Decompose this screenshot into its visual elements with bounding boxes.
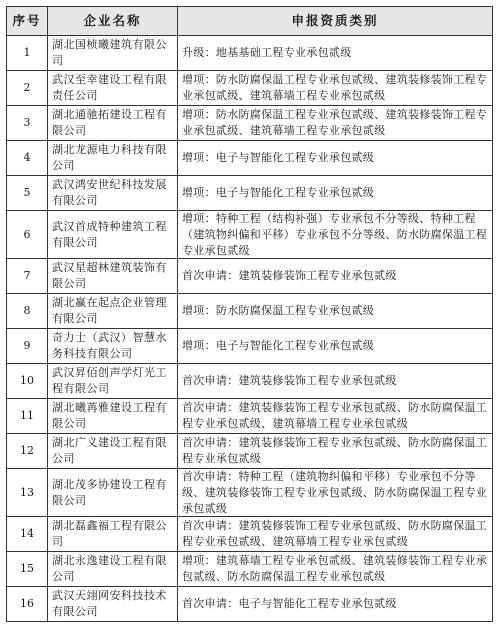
row-company: 奇力士（武汉）智慧水务科技有限公司 — [48, 329, 178, 363]
row-no: 15 — [7, 552, 48, 586]
qualification-table — [6, 6, 493, 622]
row-category: 增项：防水防腐保温工程专业承包贰级 — [182, 304, 375, 317]
row-company: 湖北通驰拓建设工程有限公司 — [48, 106, 178, 140]
row-no: 1 — [7, 36, 48, 70]
table-row — [6, 141, 493, 176]
row-company: 武汉天翊网安科技技术有限公司 — [48, 587, 178, 621]
row-category: 首次申请：特种工程（建筑物纠偏和平移）专业承包不分等级、建筑装修装饰工程专业承包贰级、防水防腐保温工程专业承包贰级 — [182, 469, 488, 515]
table-row — [6, 36, 493, 71]
table-row — [6, 469, 493, 517]
table-row — [6, 71, 493, 106]
table-row — [6, 517, 493, 552]
row-company: 湖北茂多协建设工程有限公司 — [48, 469, 178, 516]
row-category: 增项：电子与智能化工程专业承包贰级 — [182, 339, 375, 352]
table-row — [6, 294, 493, 329]
row-company: 湖北永逸建设工程有限公司 — [48, 552, 178, 586]
table-row — [6, 552, 493, 587]
row-no: 2 — [7, 71, 48, 105]
row-category: 首次申请：建筑装修装饰工程专业承包贰级、防水防腐保温工程专业承包贰级、建筑幕墙工程专业承包贰级 — [182, 401, 488, 430]
row-category: 增项：建筑幕墙工程专业承包贰级、建筑装修装饰工程专业承包贰级、防水防腐保温工程专业承包贰级 — [182, 554, 488, 583]
row-category: 增项：特种工程（结构补强）专业承包不分等级、特种工程（建筑物纠偏和平移）专业承包不分等级、防水防腐保温工程专业承包贰级 — [182, 211, 488, 257]
row-company: 湖北曦苒雅建设工程有限公司 — [48, 399, 178, 433]
row-no: 10 — [7, 364, 48, 398]
row-no: 13 — [7, 469, 48, 516]
table-row — [6, 364, 493, 399]
row-company: 湖北国桢曦建筑有限公司 — [48, 36, 178, 70]
row-no: 16 — [7, 587, 48, 621]
row-category: 增项：电子与智能化工程专业承包贰级 — [182, 151, 375, 164]
header-category: 申报资质类别 — [291, 13, 379, 28]
row-company: 湖北赢在起点企业管理有限公司 — [48, 294, 178, 328]
row-company: 武汉鸿安世纪科技发展有限公司 — [48, 176, 178, 210]
row-company: 湖北磊鑫福工程有限公司 — [48, 517, 178, 551]
row-company: 武汉星超林建筑装饰有限公司 — [48, 259, 178, 293]
header-company: 企业名称 — [48, 7, 178, 35]
row-no: 3 — [7, 106, 48, 140]
row-no: 6 — [7, 211, 48, 258]
row-no: 12 — [7, 434, 48, 468]
table-row — [6, 211, 493, 259]
row-company: 武汉昇佰创声学灯光工程有限公司 — [48, 364, 178, 398]
row-category: 增项：防水防腐保温工程专业承包贰级、建筑装修装饰工程专业承包贰级、建筑幕墙工程专业承包贰级 — [182, 108, 488, 137]
table-row — [6, 434, 493, 469]
row-company: 湖北龙源电力科技有限公司 — [48, 141, 178, 175]
table-row — [6, 399, 493, 434]
row-company: 武汉首成特种建筑工程有限公司 — [48, 211, 178, 258]
table-row — [6, 587, 493, 622]
table-row — [6, 329, 493, 364]
row-no: 9 — [7, 329, 48, 363]
row-category: 首次申请：建筑装修装饰工程专业承包贰级 — [182, 374, 397, 387]
row-company: 武汉至幸建设工程有限责任公司 — [48, 71, 178, 105]
row-no: 7 — [7, 259, 48, 293]
row-no: 5 — [7, 176, 48, 210]
row-category: 首次申请：电子与智能化工程专业承包贰级 — [182, 597, 397, 610]
row-no: 8 — [7, 294, 48, 328]
row-company: 湖北广义建设工程有限公司 — [48, 434, 178, 468]
row-category: 首次申请：建筑装修装饰工程专业承包贰级、防水防腐保温工程专业承包贰级、建筑幕墙工程专业承包贰级 — [182, 519, 488, 548]
table-row — [6, 176, 493, 211]
header-no: 序号 — [7, 7, 48, 35]
table-header — [6, 6, 493, 36]
row-no: 11 — [7, 399, 48, 433]
table-row — [6, 106, 493, 141]
row-category: 首次申请：建筑装修装饰工程专业承包贰级、防水防腐保温工程专业承包贰级 — [182, 436, 488, 465]
row-category: 增项：防水防腐保温工程专业承包贰级、建筑装修装饰工程专业承包贰级、建筑幕墙工程专业承包贰级 — [182, 73, 488, 102]
row-no: 4 — [7, 141, 48, 175]
row-category: 升级：地基基础工程专业承包贰级 — [182, 46, 352, 59]
row-no: 14 — [7, 517, 48, 551]
row-category: 增项：电子与智能化工程专业承包贰级 — [182, 186, 375, 199]
table-row — [6, 259, 493, 294]
row-category: 首次申请：建筑装修装饰工程专业承包贰级 — [182, 269, 397, 282]
